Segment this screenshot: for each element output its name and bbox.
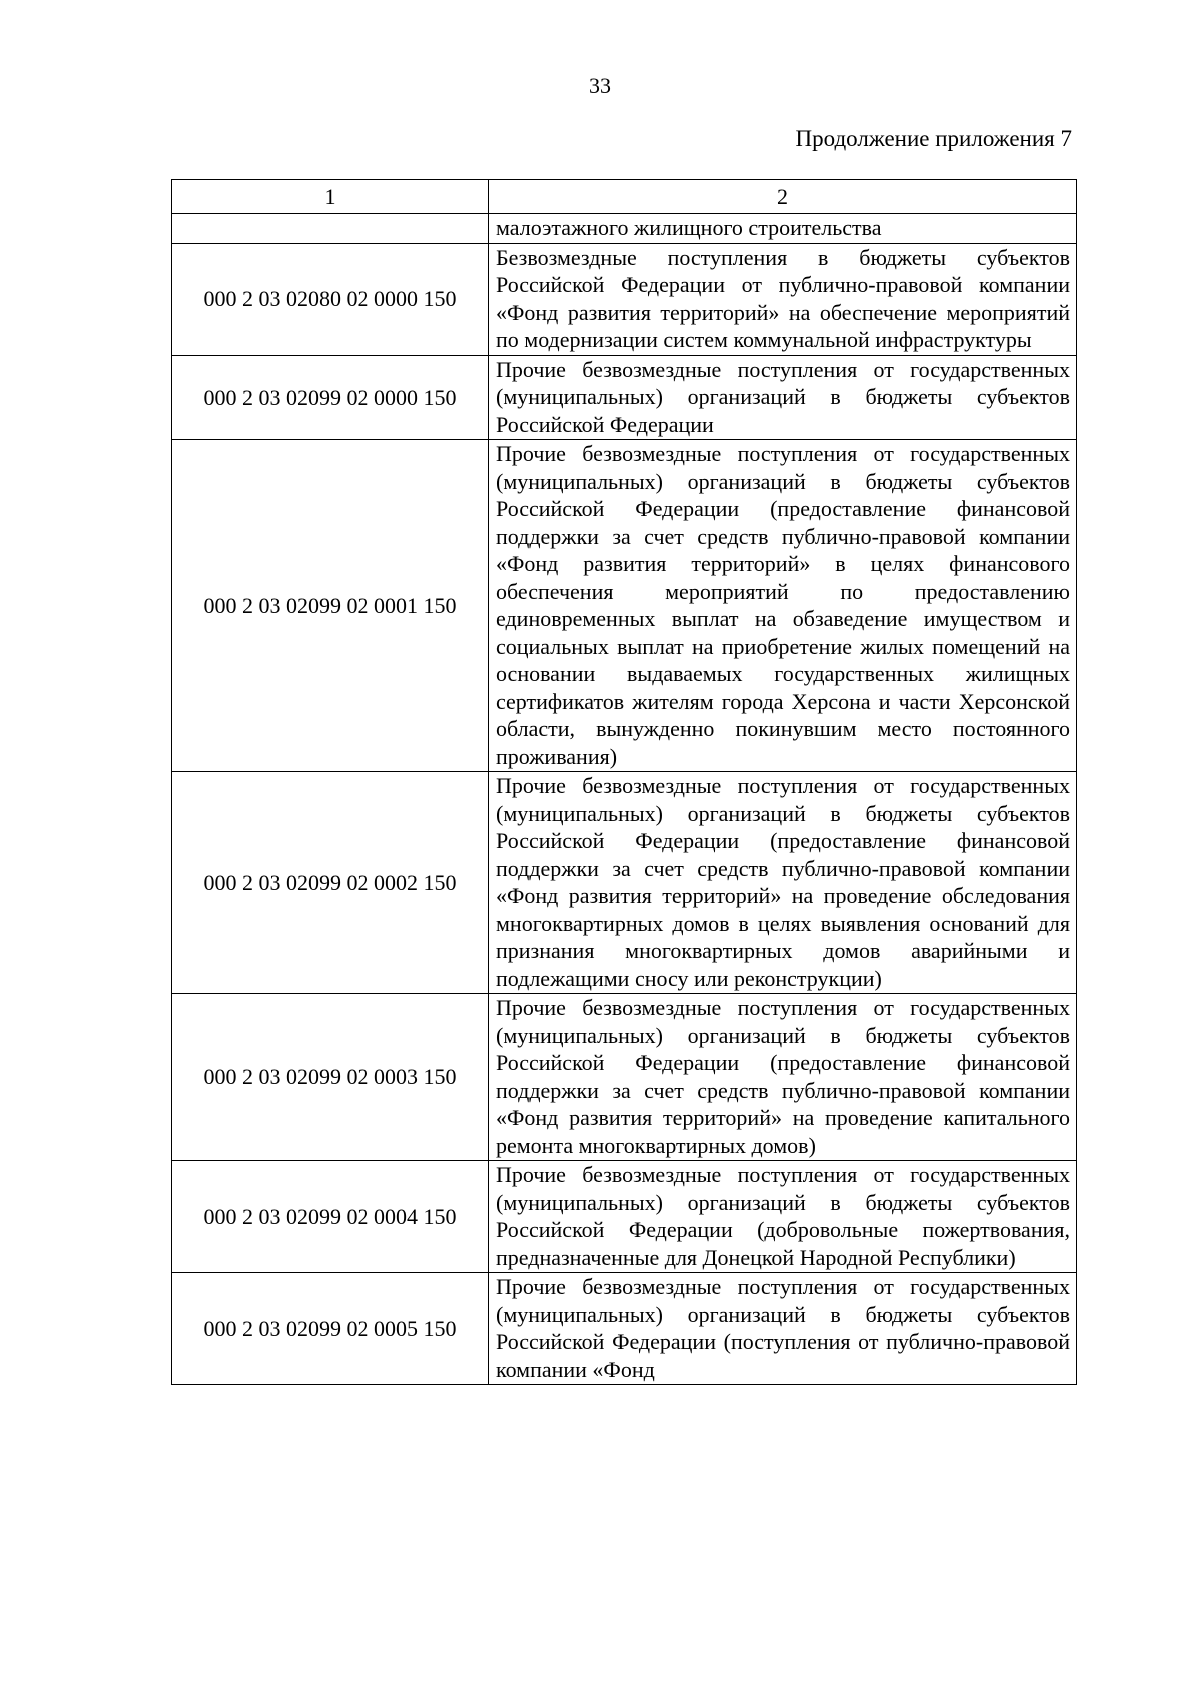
code-cell: 000 2 03 02099 02 0000 150 (172, 355, 489, 440)
description-cell: Прочие безвозмездные поступления от государственных (муниципальных) организаций в бюджеты субъектов Российской Федерации (489, 355, 1077, 440)
code-cell: 000 2 03 02099 02 0004 150 (172, 1161, 489, 1273)
description-cell: Прочие безвозмездные поступления от государственных (муниципальных) организаций в бюджеты субъектов Российской Федерации (предоставление финансовой поддержки за счет средств публично-правовой компании «Фонд развития территорий» в целях финансового обеспечения мероприятий по предоставлению единовременных выплат на обзаведение имуществом и социальных выплат на приобретение жилых помещений на основании выдаваемых государственных жилищных сертификатов жителям города Херсона и части Херсонской области, вынужденно покинувшим место постоянного проживания) (489, 440, 1077, 772)
description-cell: малоэтажного жилищного строительства (489, 214, 1077, 244)
table-row (172, 440, 1077, 772)
table-row (172, 994, 1077, 1161)
table-row (172, 355, 1077, 440)
column-header-1: 1 (172, 180, 489, 214)
code-cell: 000 2 03 02080 02 0000 150 (172, 243, 489, 355)
description-cell: Прочие безвозмездные поступления от государственных (муниципальных) организаций в бюджеты субъектов Российской Федерации (поступления от публично-правовой компании «Фонд (489, 1273, 1077, 1385)
column-header-2: 2 (489, 180, 1077, 214)
table-row (172, 1273, 1077, 1385)
table-row (172, 772, 1077, 994)
code-cell: 000 2 03 02099 02 0001 150 (172, 440, 489, 772)
table-row (172, 1161, 1077, 1273)
code-cell: 000 2 03 02099 02 0005 150 (172, 1273, 489, 1385)
code-cell: 000 2 03 02099 02 0002 150 (172, 772, 489, 994)
code-cell (172, 214, 489, 244)
table-row (172, 214, 1077, 244)
code-cell: 000 2 03 02099 02 0003 150 (172, 994, 489, 1161)
page-number: 33 (589, 73, 611, 98)
continuation-heading: Продолжение приложения 7 (795, 126, 1072, 151)
description-cell: Прочие безвозмездные поступления от государственных (муниципальных) организаций в бюджеты субъектов Российской Федерации (предоставление финансовой поддержки за счет средств публично-правовой компании «Фонд развития территорий» на проведение капитального ремонта многоквартирных домов) (489, 994, 1077, 1161)
description-cell: Прочие безвозмездные поступления от государственных (муниципальных) организаций в бюджеты субъектов Российской Федерации (добровольные пожертвования, предназначенные для Донецкой Народной Республики) (489, 1161, 1077, 1273)
table-header-row (172, 180, 1077, 214)
description-cell: Прочие безвозмездные поступления от государственных (муниципальных) организаций в бюджеты субъектов Российской Федерации (предоставление финансовой поддержки за счет средств публично-правовой компании «Фонд развития территорий» на проведение обследования многоквартирных домов в целях выявления оснований для признания многоквартирных домов аварийными и подлежащими сносу или реконструкции) (489, 772, 1077, 994)
table-row (172, 243, 1077, 355)
budget-codes-table (171, 179, 1077, 1385)
description-cell: Безвозмездные поступления в бюджеты субъектов Российской Федерации от публично-правовой компании «Фонд развития территорий» на обеспечение мероприятий по модернизации систем коммунальной инфраструктуры (489, 243, 1077, 355)
